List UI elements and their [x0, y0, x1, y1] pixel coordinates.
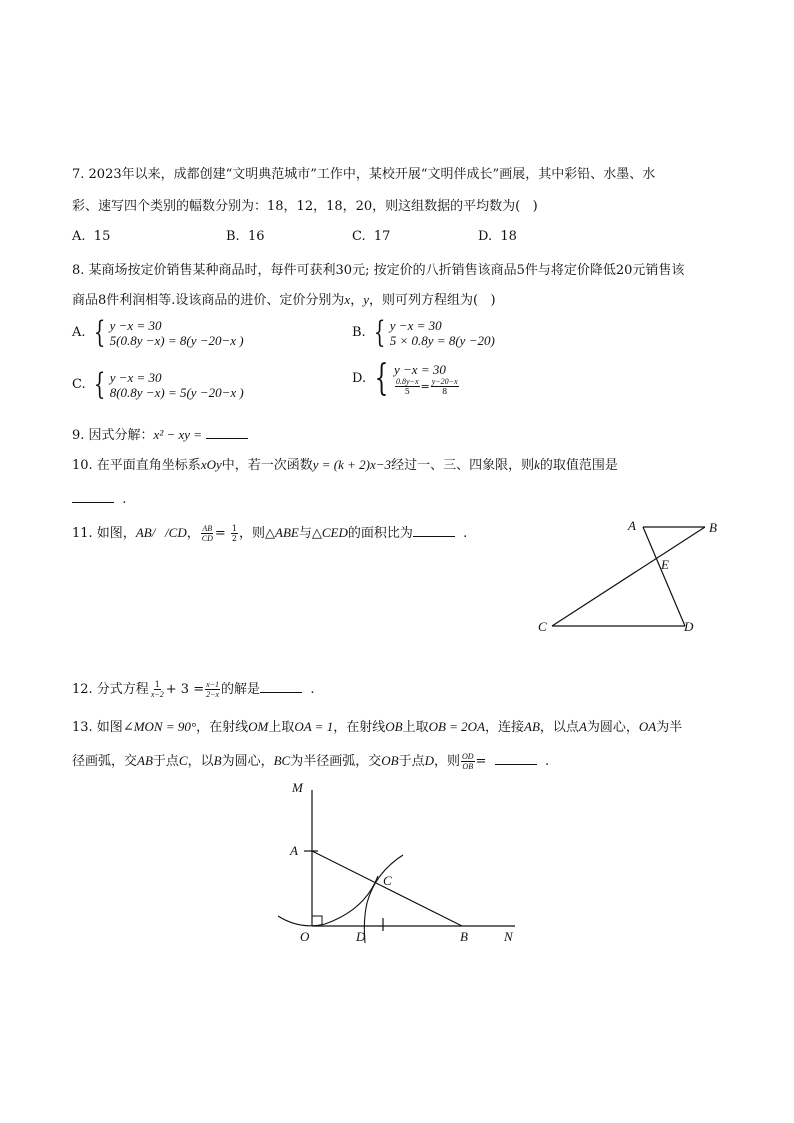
q7-option-b: B. 16 — [226, 229, 265, 244]
label-m: M — [292, 780, 303, 795]
label-c: C — [538, 619, 547, 634]
q8-option-a: A. { y −x = 30 5(0.8y −x) = 8(y −20−x ) — [72, 315, 244, 350]
label-e: E — [661, 557, 669, 572]
q13-line2: 径画弧，交AB于点C，以B为圆心，BC为半径画弧，交OB于点D，则 $\frac{OD}{OB}$ = . — [72, 752, 550, 771]
label-b: B — [709, 520, 717, 535]
q8-line1: 8. 某商场按定价销售某种商品时，每件可获利30元; 按定价的八折销售该商品5件与将定价降低20元销售该 — [72, 263, 685, 278]
q10-answer-blank[interactable] — [72, 490, 114, 503]
q13-figure — [270, 778, 530, 950]
segment-bc — [552, 527, 705, 626]
label-b: B — [460, 929, 468, 944]
segment-ab — [312, 851, 462, 926]
q10-line2: . — [72, 490, 126, 509]
q11-figure — [530, 512, 730, 637]
q9-text: 9. 因式分解：x² − xy = — [72, 426, 248, 445]
segment-ad — [643, 527, 685, 626]
q8-option-b: B. { y −x = 30 5 × 0.8y = 8(y −20) — [352, 315, 495, 350]
arc-center-a — [278, 876, 378, 926]
label-o: O — [300, 929, 310, 944]
q12-answer-blank[interactable] — [260, 680, 302, 693]
q7-option-a: A. 15 — [72, 229, 111, 244]
q8-option-c: C. { y −x = 30 8(0.8y −x) = 5(y −20−x ) — [72, 367, 244, 402]
label-n: N — [504, 929, 513, 944]
q7-option-d: D. 18 — [478, 229, 517, 244]
label-d: D — [684, 619, 694, 634]
arc-center-b — [364, 855, 403, 943]
q7-line1: 7. 2023年以来，成都创建“文明典范城市”工作中，某校开展“文明伴成长”画展，其中彩铅、水墨、水 — [72, 167, 656, 182]
q10-text: 10. 在平面直角坐标系xOy中，若一次函数y = (k + 2)x−3经过一、三、四象限，则k的取值范围是 — [72, 457, 618, 473]
q7-line2: 彩、速写四个类别的幅数分别为：18，12，18，20，则这组数据的平均数为( ) — [72, 199, 538, 214]
label-d: D — [356, 929, 366, 944]
q9-answer-blank[interactable] — [206, 426, 248, 439]
label-a: A — [290, 843, 298, 858]
q11-text: 11. 如图，AB/ /CD， $\frac{AB}{CD}$ = $\frac{1}{2}$ ，则△ABE与△CED的面积比为 . — [72, 524, 468, 543]
label-c: C — [383, 873, 392, 888]
q13-answer-blank[interactable] — [495, 752, 537, 765]
label-a: A — [628, 518, 636, 533]
q8-option-d: D. { y −x = 30 $\frac{0.8y-x}{5}$ = $\frac{y-20-x}{8}$ — [352, 358, 458, 399]
q11-answer-blank[interactable] — [413, 524, 455, 537]
q8-line2: 商品8件利润相等.设该商品的进价、定价分别为x，y，则可列方程组为( ) — [72, 292, 496, 308]
q13-line1: 13. 如图∠MON = 90°，在射线OM上取OA = 1，在射线OB上取OB = 2OA，连接AB，以点A为圆心，OA为半 — [72, 719, 683, 735]
q12-text: 12. 分式方程 $\frac{1}{x-2}$ + 3 = $\frac{x-1}{2-x}$ 的解是 . — [72, 680, 315, 699]
q7-option-c: C. 17 — [352, 229, 391, 244]
